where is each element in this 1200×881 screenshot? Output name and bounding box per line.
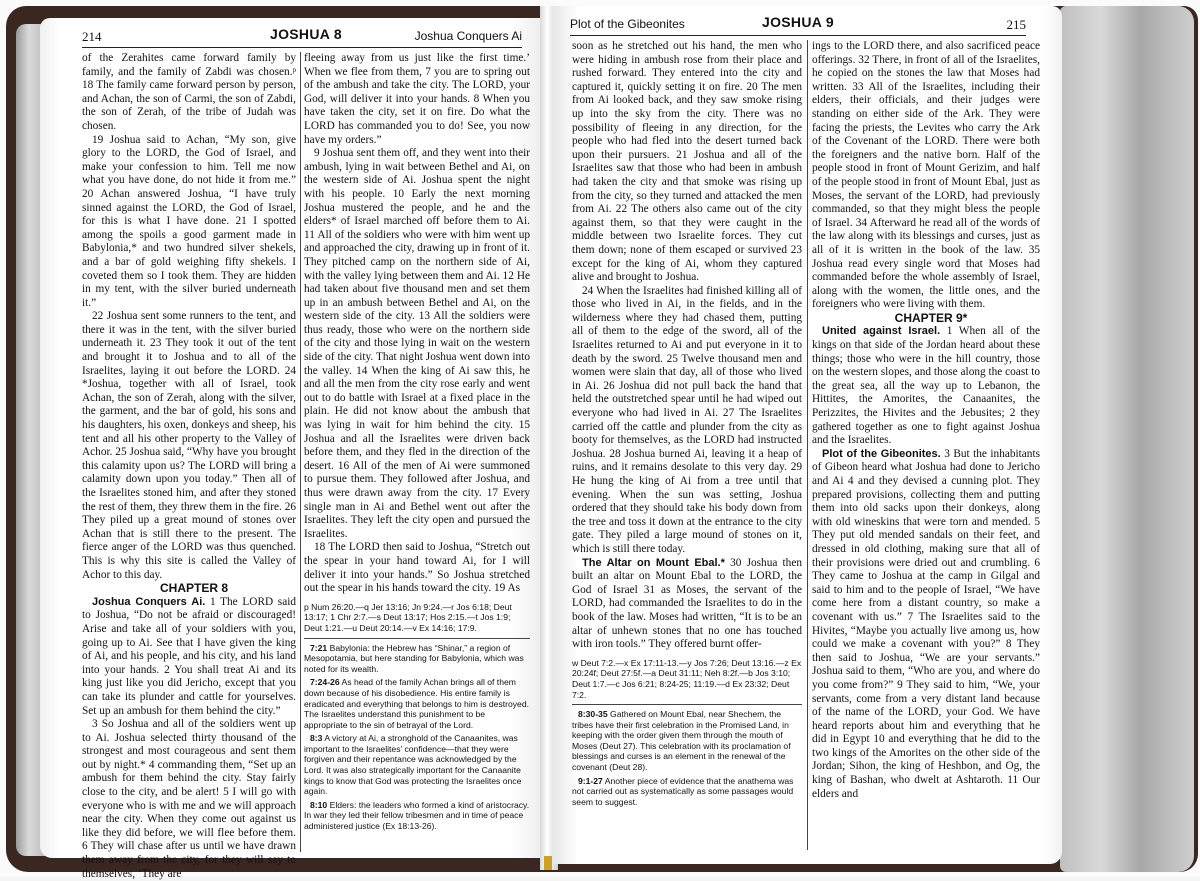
right-column-1 xyxy=(572,40,802,810)
left-page xyxy=(40,18,548,880)
cross-references: w Deut 7:2.—x Ex 17:11-13.—y Jos 7:26; Deut 13:16.—z Ex 20:24f; Deut 27:5f.—a Deut 31:11; Neh 8:2f.—b Jos 3:10; Deut 1:7.—c Jos 6:21; 8:24-25; 11:19.—d Ex 23:32; Deut 7:2. xyxy=(572,658,802,705)
header-rule xyxy=(82,47,522,48)
verse-paragraph: 24 When the Israelites had finished killing all of those who lived in Ai, in the fields, and in the wilderness where they had chased them, putting all of them to the edge of the sword, all of the Israelites returned to Ai and put everyone in it to death by the sword. 25 Twelve thousand men and women were slain that day, all of those who lived in Ai. 26 Joshua did not pull back the hand that held the outstretched spear until he had wiped out everyone who had lived in Ai. 27 The Israelites carried off the cattle and plunder from the city as booty for themselves, as the LORD had instructed Joshua. 28 Joshua burned Ai, leaving it a heap of ruins, and it remains desolate to this very day. 29 He hung the king of Ai from a tree until that evening. When the sun was setting, Joshua ordered that they should take his body down from the tree and toss it down at the entrance to the city gate. They piled a large mound of stones on it, which is still there today. xyxy=(572,284,802,555)
note-ref: 7:24-26 xyxy=(310,677,340,688)
verse-paragraph: 19 Joshua said to Achan, “My son, give glory to the LORD, the God of Israel, and make your confession to him. Tell me now what you have done, do not hide it from me.” 20 Achan answered Joshua, “I have truly sinned against the LORD, the God of Israel, for this is what I have done. 21 I spotted among the spoils a good garment made in Babylonia,* and two hundred silver shekels, and a bar of gold weighing fifty shekels. I coveted them so I took them. They are hidden in my tent, with the silver buried underneath it.” xyxy=(82,133,296,309)
left-column-1 xyxy=(82,52,296,881)
verse-text: 30 Joshua then built an altar on Mount Ebal to the LORD, the God of Israel 31 as Moses, the servant of the LORD, had commanded the Israelites to do in the book of the law. Moses had written, “It is to be an altar of unhewn stones that no one has touched with iron tools.” They offered burnt offer- xyxy=(572,556,802,651)
note-text: Gathered on Mount Ebal, near Shechem, the tribes have their first celebration in the Promised Land, in keeping with the order given them through the mouth of Moses (Deut 27). This celebration with its proclamation of blessings and curses is an element in the renewal of the covenant (Deut 28). xyxy=(572,709,791,773)
verse-paragraph: soon as he stretched out his hand, the men who were hiding in ambush rose from their place and rushed forward. They entered into the city and captured it, quickly setting it on fire. 20 The men from Ai looked back, and they saw smoke rising up into the sky from the city. There was no possibility of fleeing in any direction, for the people who had fled into the desert turned back upon their pursuers. 21 Joshua and all of the Israelites saw that those who had been in ambush had taken the city and that smoke was rising up from the city, so they turned and attacked the men from Ai. 22 The others also came out of the city against them, so that they were caught in the middle between two Israelite forces. They cut them down; none of them escaped or survived 23 except for the king of Ai, whom they captured alive and brought to Joshua. xyxy=(572,40,802,284)
verse-text: 1 The LORD said to Joshua, “Do not be afraid or discouraged! Arise and take all of your soldiers with you, going up to Ai. See that I have given the king of Ai, and his people, and his city, and his land into your hands. 2 You shall treat Ai and its king just like you did Jericho, except that you can take its plunder and cattle for yourselves. Set up an ambush for them behind the city.” xyxy=(82,595,297,717)
note-ref: 8:3 xyxy=(310,733,323,744)
verse-paragraph: 18 The LORD then said to Joshua, “Stretch out the spear in your hand toward Ai, for I will deliver it into your hands.” So Joshua stretched out the spear in his hands toward the city. 19 As xyxy=(304,541,530,595)
cross-references: p Num 26:20.—q Jer 13:16; Jn 9:24.—r Jos 6:18; Deut 13:17; 1 Chr 2:7.—s Deut 13:17; Hos 2:15.—t Jos 1:9; Deut 1:21.—u Deut 20:14.—v Ex 14:16; 17:9. xyxy=(304,602,530,639)
section-heading: Plot of the Gibeonites. xyxy=(822,447,941,460)
header-rule xyxy=(570,35,1026,36)
verse-paragraph: 3 So Joshua and all of the soldiers went up to Ai. Joshua selected thirty thousand of the strongest and most courageous and sent them out by night.* 4 commanding them, “Set up an ambush for them behind the city. Stay fairly close to the city, and be alert! 5 I will go with everyone who is with me and we will approach near the city. When they come out against us like they did before, we will flee before them. 6 They will chase after us until we have drawn them away from the city, for they will say to themselves, ‘They are xyxy=(82,718,296,880)
left-column-2 xyxy=(304,52,530,835)
chapter-heading: CHAPTER 9* xyxy=(894,310,968,325)
note-text: Another piece of evidence that the anathema was not carried out as systematically as some passages would seem to suggest. xyxy=(572,775,794,807)
book-chapter-title: JOSHUA 8 xyxy=(270,26,342,42)
note-ref: 8:30-35 xyxy=(578,709,608,720)
book-chapter-title: JOSHUA 9 xyxy=(762,14,834,30)
note-text: A victory at Ai, a stronghold of the Canaanites, was important to the Israelites’ confidence—that they were forgiven and their repentance was acknowledged by the Lord. It was also strategically important for the Canaanite kings to know that God was protecting the Israelites once again. xyxy=(304,733,522,797)
running-head: Joshua Conquers Ai xyxy=(414,29,522,43)
note-ref: 7:21 xyxy=(310,642,328,653)
note-text: As head of the family Achan brings all of them down because of his disobedience. His entire family is eradicated and everything that belongs to him is destroyed. The Israelites understand this punishment to be appropriate to the sin of betrayal of the Lord. xyxy=(304,677,530,730)
running-head: Plot of the Gibeonites xyxy=(570,17,685,31)
section-heading: United against Israel. xyxy=(822,325,941,338)
verse-paragraph: of the Zerahites came forward family by family, and the family of Zabdi was chosen.ᵖ 18 The family came forward person by person, and Achan, the son of Carmi, the son of Zabdi, the son of Zerah, of the tribe of Judah was chosen. xyxy=(82,52,296,132)
note-ref: 9:1-27 xyxy=(578,775,603,786)
page-edges-right xyxy=(1060,6,1194,872)
verse-paragraph: 22 Joshua sent some runners to the tent, and there it was in the tent, with the silver buried underneath it. 23 They took it out of the tent and brought it to Joshua and to all of the Israelites, laying it out before the LORD. 24 *Joshua, together with all of Israel, took Achan, the son of Zerah, along with the silver, the garment, and the bar of gold, his sons and his daughters, his oxen, donkeys and sheep, his tent and all his other property to the Valley of Achor. 25 Joshua said, “Why have you brought this calamity upon us? The LORD will bring a calamity down upon you today.” Then all of the Israelites stoned him, and after they stoned the rest of them, they threw them in the fire. 26 They piled up a great mound of stones over Achan that is still there to the present. The fierce anger of the LORD was thus quenched. This is why this site is called the Valley of Achor to this day. xyxy=(82,310,296,581)
column-divider xyxy=(300,52,301,852)
column-divider xyxy=(807,40,808,850)
footnotes xyxy=(304,602,530,832)
page-number: 215 xyxy=(1006,17,1026,32)
right-page-header xyxy=(570,14,1026,34)
section-heading: The Altar on Mount Ebal.* xyxy=(582,556,725,569)
verse-text: 1 When all of the kings on that side of the Jordan heard about these things; those who were in the hill country, those on the western slopes, and those along the coast to the great sea, all the way up to Lebanon, the Hittites, the Amorites, the Canaanites, the Perizzites, the Hivites and the Jebusites; 2 they gathered together as one to fight against Joshua and the Israelites. xyxy=(812,325,1041,447)
note-text: Babylonia: the Hebrew has “Shinar,” a region of Mesopotamia, but here standing for Babylonia, which was noted for its wealth. xyxy=(304,642,524,674)
note-text: Elders: the leaders who formed a kind of aristocracy. In war they led their fellow tribesmen and in time of peace administered justice (Ex 18:13-26). xyxy=(304,799,530,832)
right-page xyxy=(552,6,1062,864)
verse-text: 3 But the inhabitants of Gibeon heard what Joshua had done to Jericho and Ai 4 and they devised a cunning plot. They prepared provisions, collecting them and putting them into old sacks upon their donkeys, along with old wineskins that were torn and mended. 5 They put old mended sandals on their feet, and dressed in old clothing, making sure that all of their provisions were dried out and crumbling. 6 They came to Joshua at the camp in Gilgal and said to him and to the people of Israel, “We have come here from a distant country, so make a covenant with us.” 7 The Israelites said to the Hivites, “Maybe you actually live among us, how could we make a covenant with you?” 8 They then said to Joshua, “We are your servants.” Joshua said to them, “Who are you, and where do you come from?” 9 They said to him, “We, your servants, come from a very distant land because of the name of the LORD, your God. We have heard reports about him and everything that he did in Egypt 10 and everything that he did to the two kings of the Amorites on the other side of the Jordan; Sihon, the king of Heshbon, and Og, the king of Bashan, who dwelt at Ashtaroth. 11 Our elders and xyxy=(812,447,1040,800)
left-page-header xyxy=(82,26,522,46)
note-ref: 8:10 xyxy=(310,799,328,810)
ribbon-marker xyxy=(544,856,552,870)
page-number: 214 xyxy=(82,29,102,44)
verse-paragraph: fleeing away from us just like the first time.’ When we flee from them, 7 you are to spring out of the ambush and take the city. The LORD, your God, will deliver it into your hands. 8 When you have taken the city, set it on fire. Do what the LORD has commanded you to do! See, you now have my orders.” xyxy=(304,52,530,146)
verse-paragraph: 9 Joshua sent them off, and they went into their ambush, lying in wait between Bethel and Ai, on the western side of Ai. Joshua spent the night with his people. 10 Early the next morning Joshua mustered the people, and he and the elders* of Israel marched off before them to Ai. 11 All of the soldiers who were with him went up and approached the city, drawing up in front of it. They pitched camp on the northern side of Ai, with the valley lying between them and Ai. 12 He had taken about five thousand men and set them up in an ambush between Bethel and Ai, on the western side of the city. 13 All the soldiers were thus ready, those who were on the northern side of the city and those lying in wait on the western side of the city. That night Joshua went down into the valley. 14 When the king of Ai saw this, he and all the men from the city rose early and went out to do battle with Israel at a fixed place in the plain. He did not know about the ambush that was lying in wait for him behind the city. 15 Joshua and all the Israelites were driven back before them, and they fled in the direction of the desert. 16 All of the men of Ai were summoned to pursue them. They followed after Joshua, and thus were drawn away from the city. 17 Every single man in Ai and Bethel went out after the Israelites. They left the city open and pursued the Israelites. xyxy=(304,147,530,540)
section-heading: Joshua Conquers Ai. xyxy=(92,595,206,608)
verse-paragraph: ings to the LORD there, and also sacrificed peace offerings. 32 There, in front of all of the Israelites, he copied on the stones the law that Moses had written. 33 All of the Israelites, including their elders, their officials, and their judges were standing on either side of the Ark. They were facing the priests, the Levites who carry the Ark of the Covenant of the LORD. There were both the foreigners and the native born. Half of the people stood in front of Mount Gerizim, and half of the people stood in front of Mount Ebal, just as Moses, the servant of the LORD, had previously commanded, so that they might bless the people of Israel. 34 Afterward he read all of the words of the law along with its blessings and curses, just as all of it is written in the book of the law. 35 Joshua read every single word that Moses had commanded before the whole assembly of Israel, along with the women, the little ones, and the foreigners who were living with them. xyxy=(812,40,1040,311)
chapter-heading: CHAPTER 8 xyxy=(159,581,228,596)
footnotes xyxy=(572,658,802,808)
right-column-2 xyxy=(812,40,1040,801)
